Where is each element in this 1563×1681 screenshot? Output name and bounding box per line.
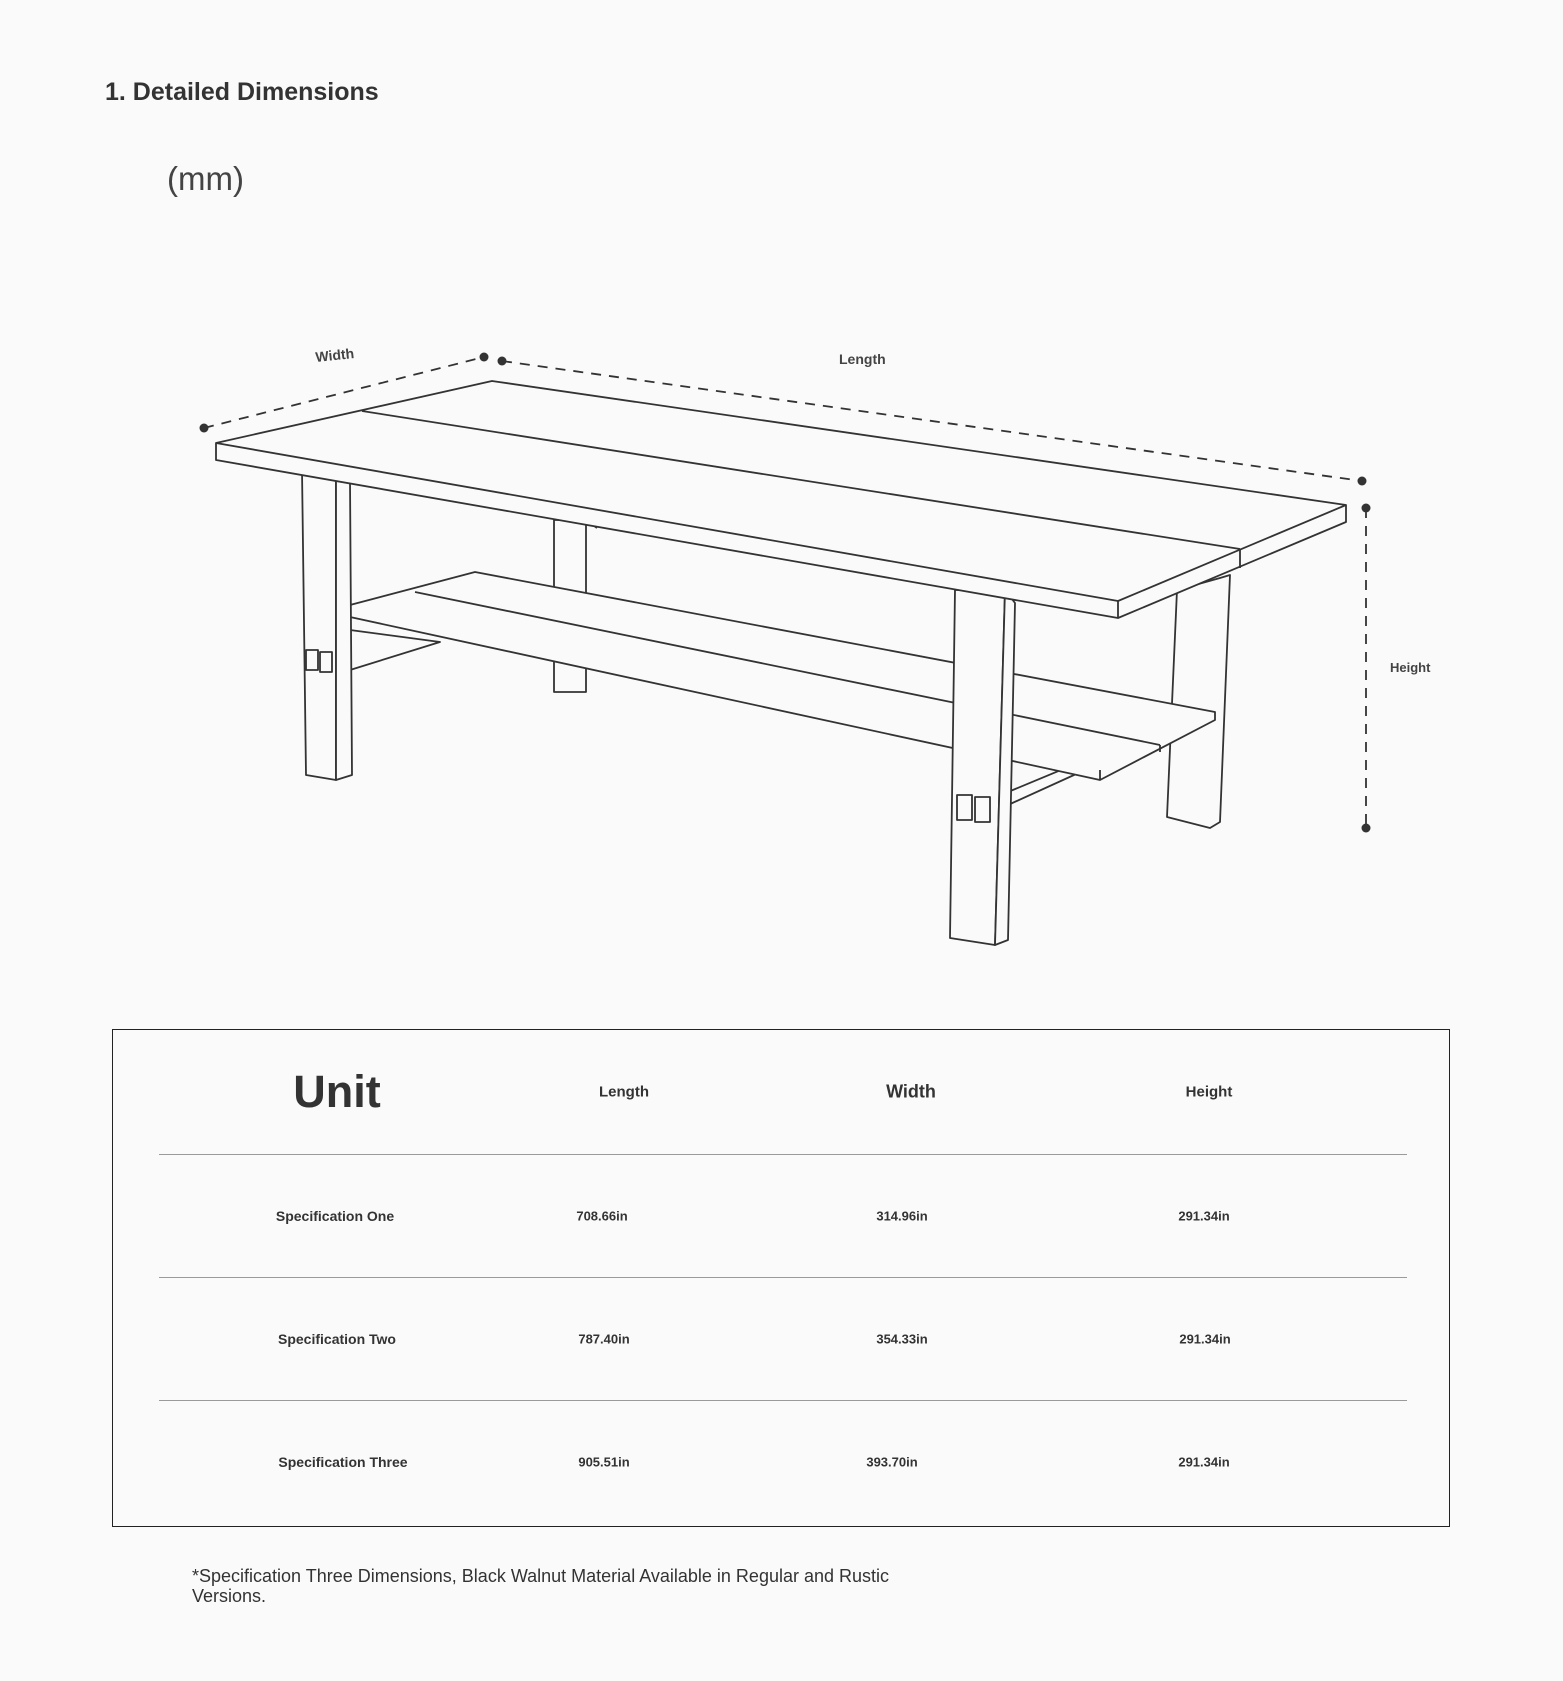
section-title: 1. Detailed Dimensions [105, 78, 379, 106]
table-header-row [159, 1030, 1407, 1154]
width-label: Width [314, 345, 355, 365]
spec-height: 291.34in [1178, 1208, 1230, 1224]
spec-width: 354.33in [876, 1331, 928, 1347]
length-label: Length [839, 351, 886, 367]
table-top [216, 381, 1346, 618]
front-left-leg [302, 470, 336, 780]
table-row [159, 1154, 1407, 1277]
spec-width: 314.96in [876, 1208, 928, 1224]
table-row [159, 1277, 1407, 1400]
unit-heading: Unit [293, 1066, 381, 1117]
spec-name: Specification Two [278, 1331, 396, 1347]
spec-width: 393.70in [866, 1454, 918, 1470]
back-right-leg [1167, 575, 1230, 828]
spec-name: Specification Three [278, 1454, 408, 1470]
column-heading-length: Length [599, 1083, 649, 1101]
specification-table [112, 1029, 1450, 1527]
spec-length: 708.66in [576, 1208, 628, 1224]
height-label: Height [1390, 660, 1431, 675]
table-row [159, 1400, 1407, 1523]
spec-length: 787.40in [578, 1331, 630, 1347]
left-stretcher [350, 630, 440, 670]
footnote: *Specification Three Dimensions, Black Walnut Material Available in Regular and Rustic Versions. [192, 1566, 890, 1606]
spec-name: Specification One [275, 1208, 395, 1224]
column-heading-width: Width [886, 1081, 936, 1102]
column-heading-height: Height [1185, 1083, 1233, 1101]
spec-height: 291.34in [1178, 1454, 1230, 1470]
unit-note: (mm) [167, 160, 244, 197]
spec-length: 905.51in [578, 1454, 630, 1470]
spec-height: 291.34in [1179, 1331, 1231, 1347]
